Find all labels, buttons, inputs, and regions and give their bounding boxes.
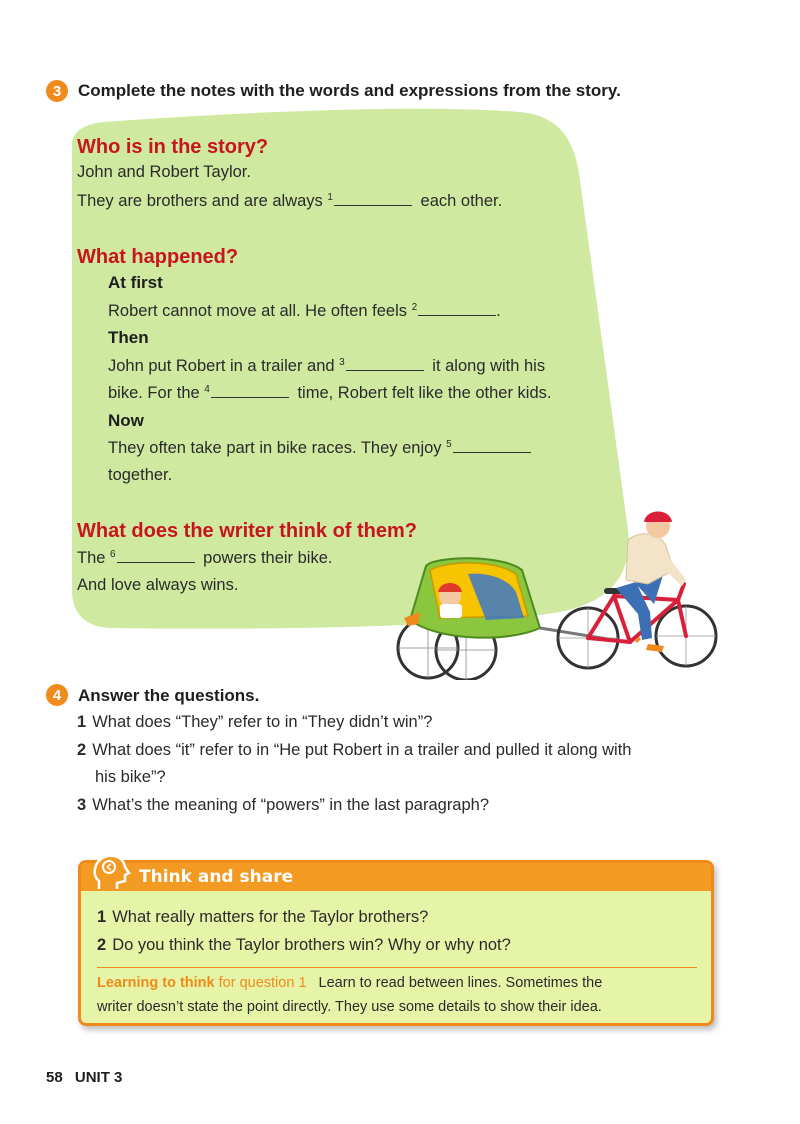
learning-for-question: for question 1: [218, 975, 307, 991]
think-and-share-box: [78, 860, 714, 1026]
exercise-4-instruction: Answer the questions.: [78, 686, 260, 705]
blank-6-number: 6: [110, 548, 116, 560]
blank-1[interactable]: [334, 191, 412, 206]
blank-2[interactable]: [418, 301, 496, 316]
question-1-number: 1: [77, 713, 87, 731]
then-line-1-text-b: it along with his: [427, 357, 546, 375]
question-2-continued: his bike”?: [95, 768, 166, 786]
blank-2-number: 2: [411, 301, 418, 313]
now-line-1-text-a: They often take part in bike races. They enjoy: [108, 439, 447, 457]
blank-3[interactable]: [346, 356, 424, 371]
at-first-text-a: Robert cannot move at all. He often feels: [108, 302, 412, 320]
who-line-2-text-b: each other.: [415, 192, 503, 210]
exercise-3-badge: 3: [46, 80, 68, 102]
heading-what-writer-thinks: What does the writer think of them?: [77, 520, 418, 542]
page-footer: [46, 1069, 122, 1086]
blank-1-number: 1: [327, 191, 333, 203]
blank-6[interactable]: [117, 548, 195, 563]
question-3-text: What’s the meaning of “powers” in the last paragraph?: [92, 796, 490, 814]
who-line-1: John and Robert Taylor.: [77, 163, 251, 181]
question-2-number: 2: [77, 741, 87, 759]
blank-3-number: 3: [339, 356, 345, 368]
blank-4[interactable]: [211, 383, 289, 398]
label-now: Now: [108, 411, 144, 430]
blank-5[interactable]: [453, 438, 531, 453]
who-line-2: [77, 191, 502, 211]
think-and-share-title: Think and share: [139, 867, 294, 887]
at-first-line: [108, 301, 501, 321]
now-line-2: together.: [108, 466, 173, 484]
exercise-3-instruction: Complete the notes with the words and expressions from the story.: [78, 81, 621, 100]
heading-what-happened: What happened?: [77, 246, 239, 268]
think-question-2-text: Do you think the Taylor brothers win? Why or why not?: [112, 936, 511, 954]
then-line-2-text-b: time, Robert felt like the other kids.: [292, 384, 552, 402]
blank-4-number: 4: [204, 383, 210, 395]
then-line-1-text-a: John put Robert in a trailer and: [108, 357, 340, 375]
writer-line-1: [77, 548, 333, 568]
think-question-1: [97, 908, 428, 927]
question-3: [77, 796, 489, 815]
exercise-4-badge: 4: [46, 684, 68, 706]
think-question-2: [97, 936, 511, 955]
writer-line-2: And love always wins.: [77, 576, 239, 594]
who-line-2-text-a: They are brothers and are always: [77, 192, 328, 210]
then-line-2: [108, 383, 551, 403]
question-2-text: What does “it” refer to in “He put Robert in a trailer and pulled it along with: [92, 741, 632, 759]
question-1-text: What does “They” refer to in “They didn’t win”?: [92, 713, 433, 731]
learning-text-1: Learn to read between lines. Sometimes the: [318, 975, 603, 991]
question-3-number: 3: [77, 796, 87, 814]
page-number: 58: [46, 1069, 63, 1086]
at-first-text-b: .: [496, 302, 501, 320]
writer-line-1-text-b: powers their bike.: [198, 549, 333, 567]
bike-trailer-illustration: [390, 500, 730, 680]
label-at-first: At first: [108, 273, 163, 292]
think-question-1-text: What really matters for the Taylor brothers?: [112, 908, 429, 926]
then-line-2-text-a: bike. For the: [108, 384, 205, 402]
question-2: [77, 741, 631, 760]
writer-line-1-text-a: The: [77, 549, 111, 567]
learning-line-2: writer doesn’t state the point directly. They use some details to show their idea.: [97, 999, 602, 1015]
learning-to-think-title: Learning to think: [97, 975, 215, 991]
unit-label: UNIT 3: [74, 1069, 123, 1086]
label-then: Then: [108, 328, 149, 347]
then-line-1: [108, 356, 545, 376]
learning-line-1: [97, 975, 602, 991]
now-line-1: [108, 438, 535, 458]
question-1: [77, 713, 432, 732]
heading-who-is-in-story: Who is in the story?: [77, 136, 269, 158]
think-question-1-number: 1: [97, 908, 107, 926]
think-question-2-number: 2: [97, 936, 107, 954]
head-share-icon: [89, 851, 133, 895]
blank-5-number: 5: [446, 438, 452, 450]
learning-divider: [97, 967, 697, 968]
